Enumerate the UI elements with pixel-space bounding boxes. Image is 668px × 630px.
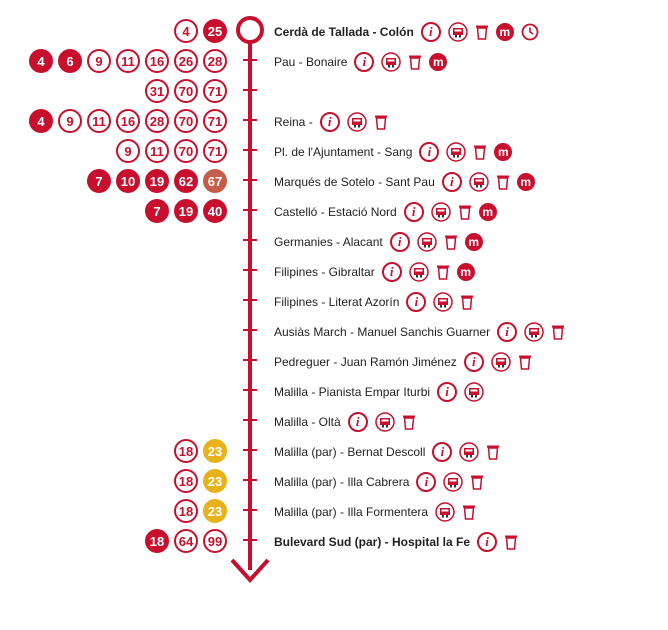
ticket-icon: [524, 322, 544, 342]
stop-info: [274, 232, 483, 252]
stop-name[interactable]: Malilla - Pianista Empar Iturbi: [274, 385, 431, 399]
connecting-lines: [174, 439, 227, 463]
info-icon[interactable]: i: [419, 142, 439, 162]
stop-info: [274, 142, 512, 162]
bin-icon: [486, 444, 500, 460]
stop-row: [0, 135, 668, 165]
connecting-lines: [116, 139, 227, 163]
bus-line-badge[interactable]: 11: [87, 109, 111, 133]
ticket-icon: [347, 112, 367, 132]
bin-icon: [473, 144, 487, 160]
metro-icon: m: [465, 233, 483, 251]
info-icon[interactable]: i: [477, 532, 497, 552]
bus-line-badge[interactable]: 18: [145, 529, 169, 553]
stop-name[interactable]: Cerdà de Tallada - Colón: [274, 25, 414, 39]
stop-name[interactable]: Germanies - Alacant: [274, 235, 383, 249]
bus-line-badge[interactable]: 4: [174, 19, 198, 43]
bus-line-badge[interactable]: 16: [145, 49, 169, 73]
stop-info: [274, 442, 500, 462]
bin-icon: [551, 324, 565, 340]
bus-line-badge[interactable]: 67: [203, 169, 227, 193]
stop-row: [0, 495, 668, 525]
bin-icon: [402, 414, 416, 430]
stop-tick: [243, 509, 257, 511]
stop-name[interactable]: Ausiàs March - Manuel Sanchis Guarner: [274, 325, 491, 339]
stop-row: [0, 465, 668, 495]
bin-icon: [470, 474, 484, 490]
info-icon[interactable]: i: [416, 472, 436, 492]
stop-row: [0, 195, 668, 225]
stop-info: [274, 352, 532, 372]
connecting-lines: [87, 169, 227, 193]
ticket-icon: [409, 262, 429, 282]
bus-line-badge[interactable]: 6: [58, 49, 82, 73]
bus-line-badge[interactable]: 18: [174, 469, 198, 493]
stop-row: [0, 435, 668, 465]
stop-tick: [243, 329, 257, 331]
stop-tick: [243, 479, 257, 481]
ticket-icon: [448, 22, 468, 42]
bus-line-badge[interactable]: 16: [116, 109, 140, 133]
stop-info: [274, 412, 416, 432]
stop-row: [0, 45, 668, 75]
bin-icon: [496, 174, 510, 190]
info-icon[interactable]: i: [404, 202, 424, 222]
bus-line-badge[interactable]: 4: [29, 109, 53, 133]
info-icon[interactable]: i: [390, 232, 410, 252]
stop-name[interactable]: Malilla (par) - Illa Cabrera: [274, 475, 410, 489]
info-icon[interactable]: i: [382, 262, 402, 282]
stop-tick: [243, 299, 257, 301]
stop-tick: [243, 59, 257, 61]
connecting-lines: [145, 79, 227, 103]
info-icon[interactable]: i: [442, 172, 462, 192]
bus-line-badge[interactable]: 9: [58, 109, 82, 133]
bin-icon: [458, 204, 472, 220]
stop-row: [0, 525, 668, 555]
bus-line-badge[interactable]: 19: [145, 169, 169, 193]
bus-line-badge[interactable]: 62: [174, 169, 198, 193]
ticket-icon: [459, 442, 479, 462]
metro-icon: m: [517, 173, 535, 191]
bus-line-badge[interactable]: 19: [174, 199, 198, 223]
bus-line-badge[interactable]: 4: [29, 49, 53, 73]
bus-line-badge[interactable]: 7: [87, 169, 111, 193]
ticket-icon: [433, 292, 453, 312]
stop-row: [0, 285, 668, 315]
stop-row: [0, 15, 668, 45]
bus-line-badge[interactable]: 7: [145, 199, 169, 223]
ticket-icon: [464, 382, 484, 402]
bus-line-badge[interactable]: 9: [87, 49, 111, 73]
connecting-lines: [174, 19, 227, 43]
bus-line-badge[interactable]: 71: [203, 109, 227, 133]
bus-line-badge[interactable]: 18: [174, 439, 198, 463]
bus-line-badge[interactable]: 99: [203, 529, 227, 553]
stop-info: [274, 172, 535, 192]
bus-line-badge[interactable]: 18: [174, 499, 198, 523]
bus-line-badge[interactable]: 10: [116, 169, 140, 193]
stop-name[interactable]: Reina -: [274, 115, 313, 129]
stop-name[interactable]: Malilla (par) - Illa Formentera: [274, 505, 429, 519]
stop-tick: [243, 239, 257, 241]
stop-tick: [243, 269, 257, 271]
stop-row: [0, 315, 668, 345]
route-direction-arrow-icon: [228, 554, 272, 584]
ticket-icon: [435, 502, 455, 522]
bus-line-badge[interactable]: 40: [203, 199, 227, 223]
bus-line-badge[interactable]: 25: [203, 19, 227, 43]
stop-name[interactable]: Bulevard Sud (par) - Hospital la Fe: [274, 535, 471, 549]
stop-name[interactable]: Marqués de Sotelo - Sant Pau: [274, 175, 435, 189]
stop-row: [0, 375, 668, 405]
stop-tick: [243, 149, 257, 151]
info-icon[interactable]: i: [354, 52, 374, 72]
stop-tick: [243, 119, 257, 121]
stop-info: [274, 202, 497, 222]
bus-line-badge[interactable]: 11: [145, 139, 169, 163]
bus-line-badge[interactable]: 70: [174, 109, 198, 133]
stop-tick: [243, 419, 257, 421]
stop-name[interactable]: Pau - Bonaire: [274, 55, 348, 69]
stop-row: [0, 405, 668, 435]
bus-line-badge[interactable]: 31: [145, 79, 169, 103]
ticket-icon: [446, 142, 466, 162]
clock-icon: [521, 23, 539, 41]
bus-line-badge[interactable]: 70: [174, 79, 198, 103]
bin-icon: [436, 264, 450, 280]
bin-icon: [475, 24, 489, 40]
bus-line-badge[interactable]: 28: [203, 49, 227, 73]
metro-icon: m: [479, 203, 497, 221]
stop-row: [0, 165, 668, 195]
stop-tick: [243, 539, 257, 541]
stop-name[interactable]: Castelló - Estació Nord: [274, 205, 397, 219]
bus-line-badge[interactable]: 9: [116, 139, 140, 163]
connecting-lines: [29, 109, 227, 133]
stop-info: [274, 472, 484, 492]
ticket-icon: [491, 352, 511, 372]
connecting-lines: [145, 529, 227, 553]
stop-tick: [243, 449, 257, 451]
stop-row: [0, 75, 668, 105]
bin-icon: [408, 54, 422, 70]
stop-info: [274, 112, 388, 132]
metro-icon: m: [429, 53, 447, 71]
bin-icon: [518, 354, 532, 370]
info-icon[interactable]: i: [464, 352, 484, 372]
stop-info: [274, 532, 518, 552]
stop-row: [0, 225, 668, 255]
stop-name[interactable]: Pedreguer - Juan Ramón Jiménez: [274, 355, 457, 369]
ticket-icon: [431, 202, 451, 222]
bus-line-badge[interactable]: 23: [203, 439, 227, 463]
stop-tick: [243, 389, 257, 391]
stop-tick: [243, 209, 257, 211]
stop-tick: [243, 179, 257, 181]
connecting-lines: [29, 49, 227, 73]
info-icon[interactable]: i: [348, 412, 368, 432]
stop-info: [274, 322, 565, 342]
stop-info: [274, 262, 475, 282]
stop-row: [0, 105, 668, 135]
ticket-icon: [375, 412, 395, 432]
bin-icon: [374, 114, 388, 130]
connecting-lines: [174, 469, 227, 493]
info-icon[interactable]: i: [432, 442, 452, 462]
info-icon[interactable]: i: [406, 292, 426, 312]
bus-line-badge[interactable]: 71: [203, 139, 227, 163]
info-icon[interactable]: i: [437, 382, 457, 402]
stop-tick: [243, 359, 257, 361]
info-icon[interactable]: i: [320, 112, 340, 132]
bin-icon: [462, 504, 476, 520]
metro-icon: m: [494, 143, 512, 161]
info-icon[interactable]: i: [421, 22, 441, 42]
stop-row: [0, 345, 668, 375]
bus-line-badge[interactable]: 26: [174, 49, 198, 73]
stop-info: [274, 502, 476, 522]
stop-tick: [243, 89, 257, 91]
stop-info: [274, 292, 474, 312]
bus-line-badge[interactable]: 64: [174, 529, 198, 553]
stop-name[interactable]: Filipines - Gibraltar: [274, 265, 375, 279]
connecting-lines: [145, 199, 227, 223]
stop-info: [274, 52, 447, 72]
info-icon[interactable]: i: [497, 322, 517, 342]
stop-name[interactable]: Filipines - Literat Azorín: [274, 295, 400, 309]
connecting-lines: [174, 499, 227, 523]
ticket-icon: [469, 172, 489, 192]
stop-name[interactable]: Malilla (par) - Bernat Descoll: [274, 445, 426, 459]
bin-icon: [460, 294, 474, 310]
bin-icon: [444, 234, 458, 250]
bus-line-badge[interactable]: 11: [116, 49, 140, 73]
bin-icon: [504, 534, 518, 550]
bus-line-badge[interactable]: 23: [203, 499, 227, 523]
stop-info: [274, 382, 484, 402]
metro-icon: m: [457, 263, 475, 281]
ticket-icon: [443, 472, 463, 492]
ticket-icon: [417, 232, 437, 252]
stop-info: [274, 22, 539, 42]
stop-name[interactable]: Pl. de l'Ajuntament - Sang: [274, 145, 413, 159]
bus-line-badge[interactable]: 23: [203, 469, 227, 493]
metro-icon: m: [496, 23, 514, 41]
bus-line-badge[interactable]: 28: [145, 109, 169, 133]
stop-row: [0, 255, 668, 285]
bus-line-badge[interactable]: 70: [174, 139, 198, 163]
bus-line-badge[interactable]: 71: [203, 79, 227, 103]
ticket-icon: [381, 52, 401, 72]
stop-name[interactable]: Malilla - Oltà: [274, 415, 341, 429]
